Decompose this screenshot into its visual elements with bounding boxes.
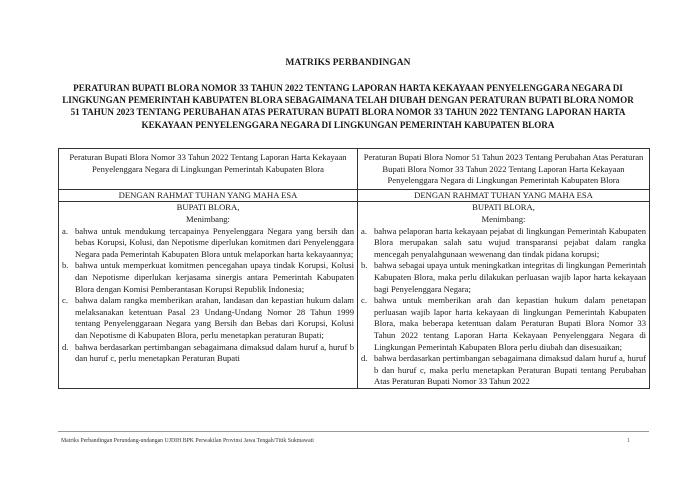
item-text: bahwa sebagai upaya untuk meningkatkan integritas di lingkungan Pemerintah Kabupaten Blora, maka perlu dilakukan perluasan wajib lapor harta kekayaan bagi Penyelenggara Negara; <box>374 260 646 294</box>
right-column-header <box>358 149 650 190</box>
item-text: bahwa berdasarkan pertimbangan sebagaimana dimaksud dalam huruf a, huruf b dan huruf c, maka perlu menetapkan Peraturan Bupati tentang Perubahan Atas Peraturan Bupati Nomor 33 Tahun 2022 <box>374 353 646 387</box>
left-opening: DENGAN RAHMAT TUHAN YANG MAHA ESA <box>59 189 358 202</box>
item-marker: c. <box>62 295 68 306</box>
page-number: 1 <box>627 438 630 444</box>
item-marker: a. <box>361 225 367 236</box>
footer-text: Matriks Perbandingan Perundang-undangan UJDIH BPK Perwakilan Provinsi Jawa Tengah/Titik Sukmawati <box>61 438 314 444</box>
left-considering: Menimbang: <box>186 213 230 224</box>
footer-divider <box>58 431 649 432</box>
left-body <box>59 202 358 389</box>
item-marker: a. <box>62 225 68 236</box>
item-text: bahwa berdasarkan pertimbangan sebagaimana dimaksud dalam huruf a, huruf b dan huruf c, perlu menetapkan Peraturan Bupati <box>75 341 354 364</box>
item-text: bahwa untuk memberikan arah dan kepastian hukum dalam penetapan perluasan wajib lapor harta kekayaan di lingkungan Pemerintah Kabupaten Blora, maka beberapa ketentuan dalam Peraturan Bupati Blora Nomor 33 Tahun 2022 tentang Laporan Harta Kekayaan Penyelenggara Negara di Lingkungan Pemerintah Kabupaten Blora perlu diubah dan disesuaikan; <box>374 295 646 352</box>
list-item <box>62 260 354 295</box>
right-official: BUPATI BLORA, <box>472 202 535 213</box>
document-title: MATRIKS PERBANDINGAN <box>285 58 411 68</box>
item-text: bahwa untuk memperkuat komitmen pencegahan upaya tindak Korupsi, Kolusi dan Nepotisme diperlukan kerjasama sinergis antara Pemerintah Kabupaten Blora dengan Komisi Pemberantasan Korupsi Republik Indonesia; <box>75 260 354 294</box>
list-item <box>62 342 354 365</box>
document-subtitle: PERATURAN BUPATI BLORA NOMOR 33 TAHUN 2022 TENTANG LAPORAN HARTA KEKAYAAN PENYELENGGARA NEGARA DI LINGKUNGAN PEMERINTAH KABUPATEN BLORA SEBAGAIMANA TELAH DIUBAH DENGAN PERATURAN BUPATI BLORA NOMOR 51 TAHUN 2023 TENTANG PERUBAHAN ATAS PERATURAN BUPATI BLORA NOMOR 33 TAHUN 2022 TENTANG LAPORAN HARTA KEKAYAAN PENYELENGGARA NEGARA DI LINGKUNGAN PEMERINTAH KABUPATEN BLORA <box>62 83 634 130</box>
list-item <box>62 226 354 261</box>
list-item <box>361 295 646 353</box>
list-item <box>62 295 354 341</box>
item-marker: d. <box>361 353 368 364</box>
item-text: bahwa dalam rangka memberikan arahan, landasan dan kepastian hukum dalam melaksanakan ketentuan Pasal 23 Undang-Undang Nomor 28 Tahun 1999 tentang Penyelenggaraan Negara yang Bersih dan Bebas dari Korupsi, Kolusi dan Nepotisme di Kabupaten Blora, perlu menetapkan peraturan Bupati; <box>75 295 354 340</box>
comparison-table <box>58 148 650 389</box>
left-column-header <box>59 149 358 190</box>
item-text: bahwa untuk mendukung tercapainya Penyelenggara Negara yang bersih dan bebas Korupsi, Kolusi, dan Nepotisme diperlukan komitmen dari Penyelenggara Negara pada Pemerintah Kabupaten Blora untuk melaporkan harta kekayaannya; <box>75 225 354 259</box>
item-marker: d. <box>62 341 69 352</box>
right-considering: Menimbang: <box>481 213 526 224</box>
list-item <box>361 353 646 388</box>
left-official: BUPATI BLORA, <box>176 202 240 213</box>
item-marker: b. <box>62 260 69 271</box>
item-text: bahwa pelaporan harta kekayaan pejabat di lingkungan Pemerintah Kabupaten Blora merupakan salah satu wujud transparansi pejabat dalam rangka mencegah penyalahgunaan wewenang dan tindak pidana korupsi; <box>374 225 646 259</box>
right-considerations-list <box>361 226 646 388</box>
left-header-text: Peraturan Bupati Blora Nomor 33 Tahun 2022 Tentang Laporan Harta Kekayaan Penyelenggara Negara di Lingkungan Pemerintah Kabupaten Blora <box>69 152 347 174</box>
list-item <box>361 226 646 261</box>
opening-row <box>59 189 650 202</box>
right-header-text: Peraturan Bupati Blora Nomor 51 Tahun 2023 Tentang Perubahan Atas Peraturan Bupati Blora Nomor 33 Tahun 2022 Tentang Laporan Harta Kekayaan Penyelenggara Negara di Lingkungan Pemerintah Kabupaten Blora <box>363 152 644 186</box>
right-body <box>358 202 650 389</box>
list-item <box>361 260 646 295</box>
right-opening: DENGAN RAHMAT TUHAN YANG MAHA ESA <box>358 189 650 202</box>
table-header-row <box>59 149 650 190</box>
item-marker: b. <box>361 260 368 271</box>
item-marker: c. <box>361 295 367 306</box>
left-considerations-list <box>62 226 354 365</box>
body-row <box>59 202 650 389</box>
